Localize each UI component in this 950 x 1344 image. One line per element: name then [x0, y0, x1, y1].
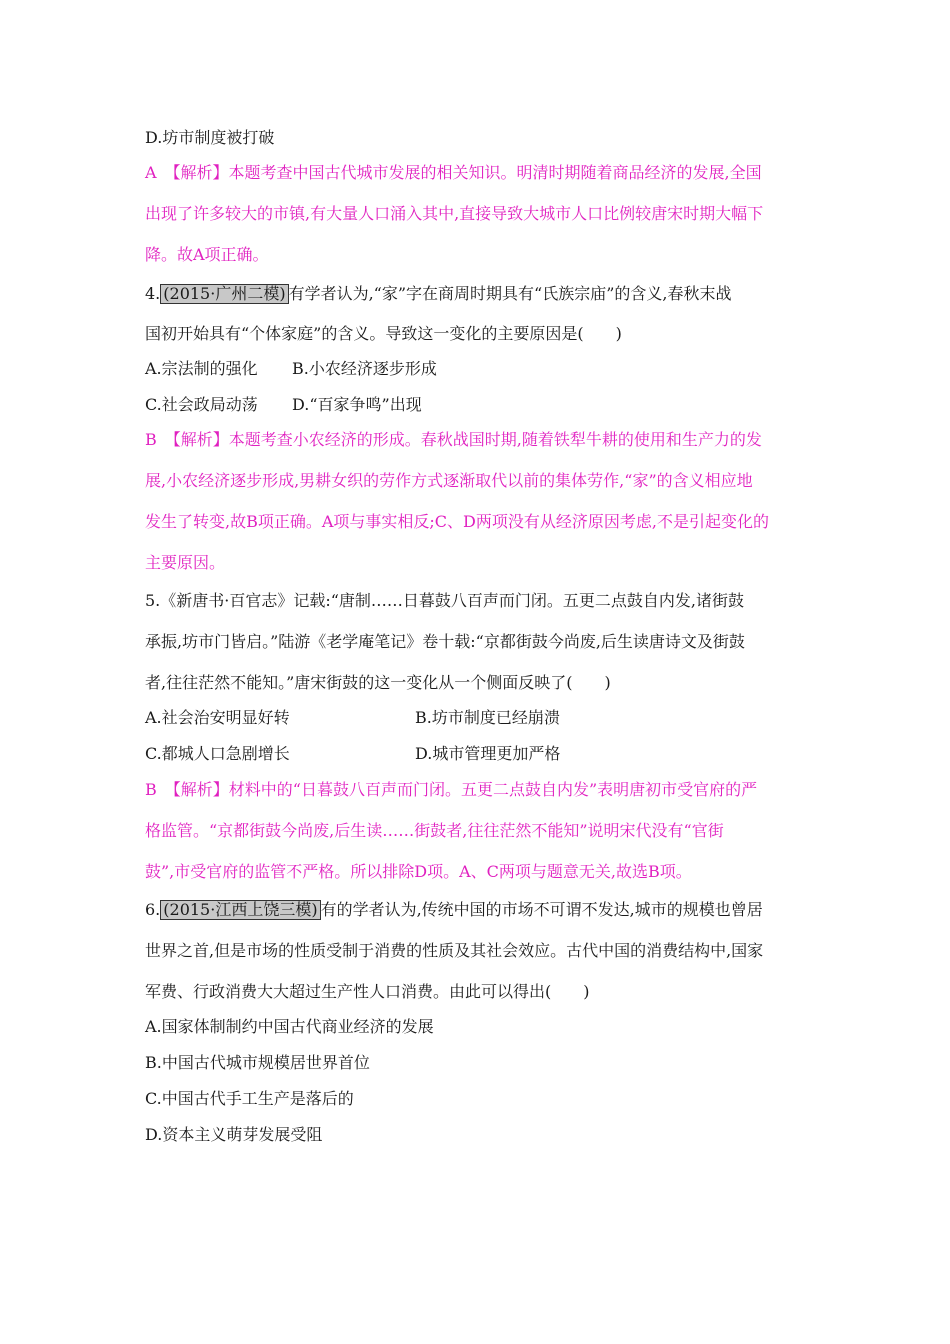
q4-stem-line-1 — [145, 284, 815, 304]
q6-stem-text: 有的学者认为,传统中国的市场不可谓不发达,城市的规模也曾居 — [320, 900, 763, 919]
q6-stem-line-2: 世界之首,但是市场的性质受制于消费的性质及其社会效应。古代中国的消费结构中,国家 — [145, 941, 764, 960]
q5-option-d: D.城市管理更加严格 — [415, 744, 561, 763]
q6-option-c: C.中国古代手工生产是落后的 — [145, 1089, 354, 1108]
q3-analysis-line-3: 降。故A项正确。 — [145, 245, 269, 264]
q4-source-tag: (2015·广州二模) — [160, 284, 288, 304]
q4-stem-text: 有学者认为,“家”字在商周时期具有“氏族宗庙”的含义,春秋末战 — [288, 284, 732, 303]
q6-option-b: B.中国古代城市规模居世界首位 — [145, 1053, 370, 1072]
q4-analysis-line-2: 展,小农经济逐步形成,男耕女织的劳作方式逐渐取代以前的集体劳作,“家”的含义相应地 — [145, 471, 753, 490]
q5-analysis-line-3: 鼓”,市受官府的监管不严格。所以排除D项。A、C两项与题意无关,故选B项。 — [145, 862, 692, 881]
q4-option-a: A.宗法制的强化 — [145, 359, 258, 378]
q5-stem-line-1: 5.《新唐书·百官志》记载:“唐制……日暮鼓八百声而门闭。五更二点鼓自内发,诸街鼓 — [145, 591, 745, 610]
q5-options-row-2 — [145, 744, 815, 764]
q6-stem-line-1 — [145, 900, 815, 920]
q3-analysis-line-1: A 【解析】本题考查中国古代城市发展的相关知识。明清时期随着商品经济的发展,全国 — [145, 163, 762, 182]
q5-option-c: C.都城人口急剧增长 — [145, 744, 290, 763]
q6-stem-line-3: 军费、行政消费大大超过生产性人口消费。由此可以得出( ) — [145, 982, 590, 1001]
q5-stem-line-3: 者,往往茫然不能知。”唐宋街鼓的这一变化从一个侧面反映了( ) — [145, 673, 611, 692]
q4-analysis-line-3: 发生了转变,故B项正确。A项与事实相反;C、D两项没有从经济原因考虑,不是引起变化的 — [145, 512, 769, 531]
q4-stem-line-2: 国初开始具有“个体家庭”的含义。导致这一变化的主要原因是( ) — [145, 324, 622, 343]
q5-analysis-line-1: B 【解析】材料中的“日暮鼓八百声而门闭。五更二点鼓自内发”表明唐初市受官府的严 — [145, 780, 758, 799]
q4-option-b: B.小农经济逐步形成 — [292, 359, 437, 378]
q6-number: 6. — [145, 900, 161, 919]
q5-options-row-1 — [145, 708, 815, 728]
q3-analysis-line-2: 出现了许多较大的市镇,有大量人口涌入其中,直接导致大城市人口比例较唐宋时期大幅下 — [145, 204, 764, 223]
q3-option-d: D.坊市制度被打破 — [145, 128, 275, 147]
q6-option-d: D.资本主义萌芽发展受阻 — [145, 1125, 323, 1144]
q4-option-d: D.“百家争鸣”出现 — [292, 395, 422, 414]
q6-option-a: A.国家体制制约中国古代商业经济的发展 — [145, 1017, 434, 1036]
q6-source-tag: (2015·江西上饶三模) — [160, 900, 320, 920]
q4-options-row-2 — [145, 395, 815, 415]
q5-stem-line-2: 承振,坊市门皆启。”陆游《老学庵笔记》卷十载:“京都街鼓今尚废,后生读唐诗文及街鼓 — [145, 632, 745, 651]
q4-option-c: C.社会政局动荡 — [145, 395, 258, 414]
q5-analysis-line-2: 格监管。“京都街鼓今尚废,后生读……街鼓者,往往茫然不能知”说明宋代没有“官街 — [145, 821, 724, 840]
q4-analysis-line-1: B 【解析】本题考查小农经济的形成。春秋战国时期,随着铁犁牛耕的使用和生产力的发 — [145, 430, 762, 449]
q5-option-a: A.社会治安明显好转 — [145, 708, 290, 727]
q4-options-row-1 — [145, 359, 815, 379]
q4-analysis-line-4: 主要原因。 — [145, 553, 226, 572]
q5-option-b: B.坊市制度已经崩溃 — [415, 708, 560, 727]
q4-number: 4. — [145, 284, 161, 303]
